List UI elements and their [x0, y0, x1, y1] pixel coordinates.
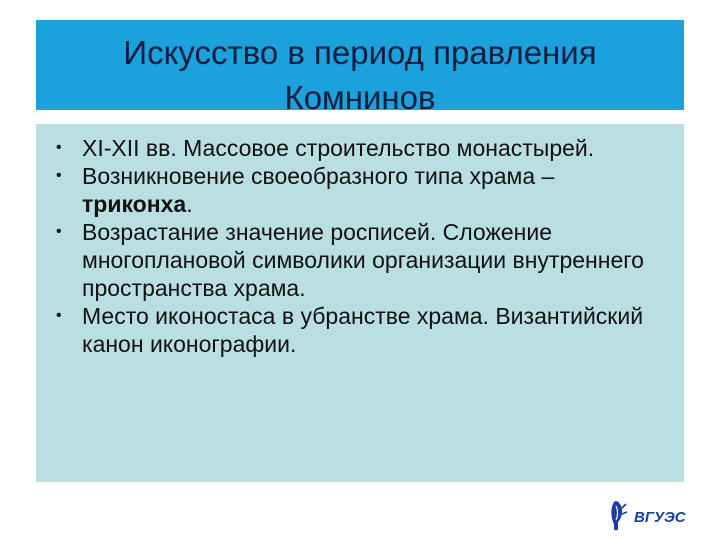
bullet-text: Место иконостаса в убранстве храма. Византийский канон иконографии. [82, 303, 644, 357]
bullet-item [48, 134, 664, 162]
logo-text: ВГУЭС [634, 509, 686, 526]
logo-emblem-icon [611, 501, 627, 530]
bullet-text: Возникновение своеобразного типа храма – [82, 163, 555, 189]
bullet-text: Возрастание значение росписей. Сложение многоплановой символики организации внутреннего пространства храма. [82, 219, 644, 301]
bullet-text: XI-XII вв. Массовое строительство монастырей. [82, 135, 595, 161]
slide-title-line-2: Комнинов [284, 79, 436, 110]
bullet-dot-icon: • [56, 307, 62, 324]
bullet-text-end: . [186, 191, 193, 217]
bullet-item [48, 302, 664, 358]
bullet-item [48, 218, 664, 302]
university-logo [608, 498, 708, 534]
bullet-dot-icon: • [56, 139, 62, 156]
title-banner [36, 20, 684, 110]
bullet-bold-term: триконха [82, 191, 187, 217]
bullet-list [48, 134, 664, 358]
bullet-item [48, 162, 664, 218]
slide-title-line-1: Искусство в период правления [123, 34, 597, 71]
bullet-dot-icon: • [56, 167, 62, 184]
content-panel [36, 124, 684, 482]
bullet-dot-icon: • [56, 223, 62, 240]
